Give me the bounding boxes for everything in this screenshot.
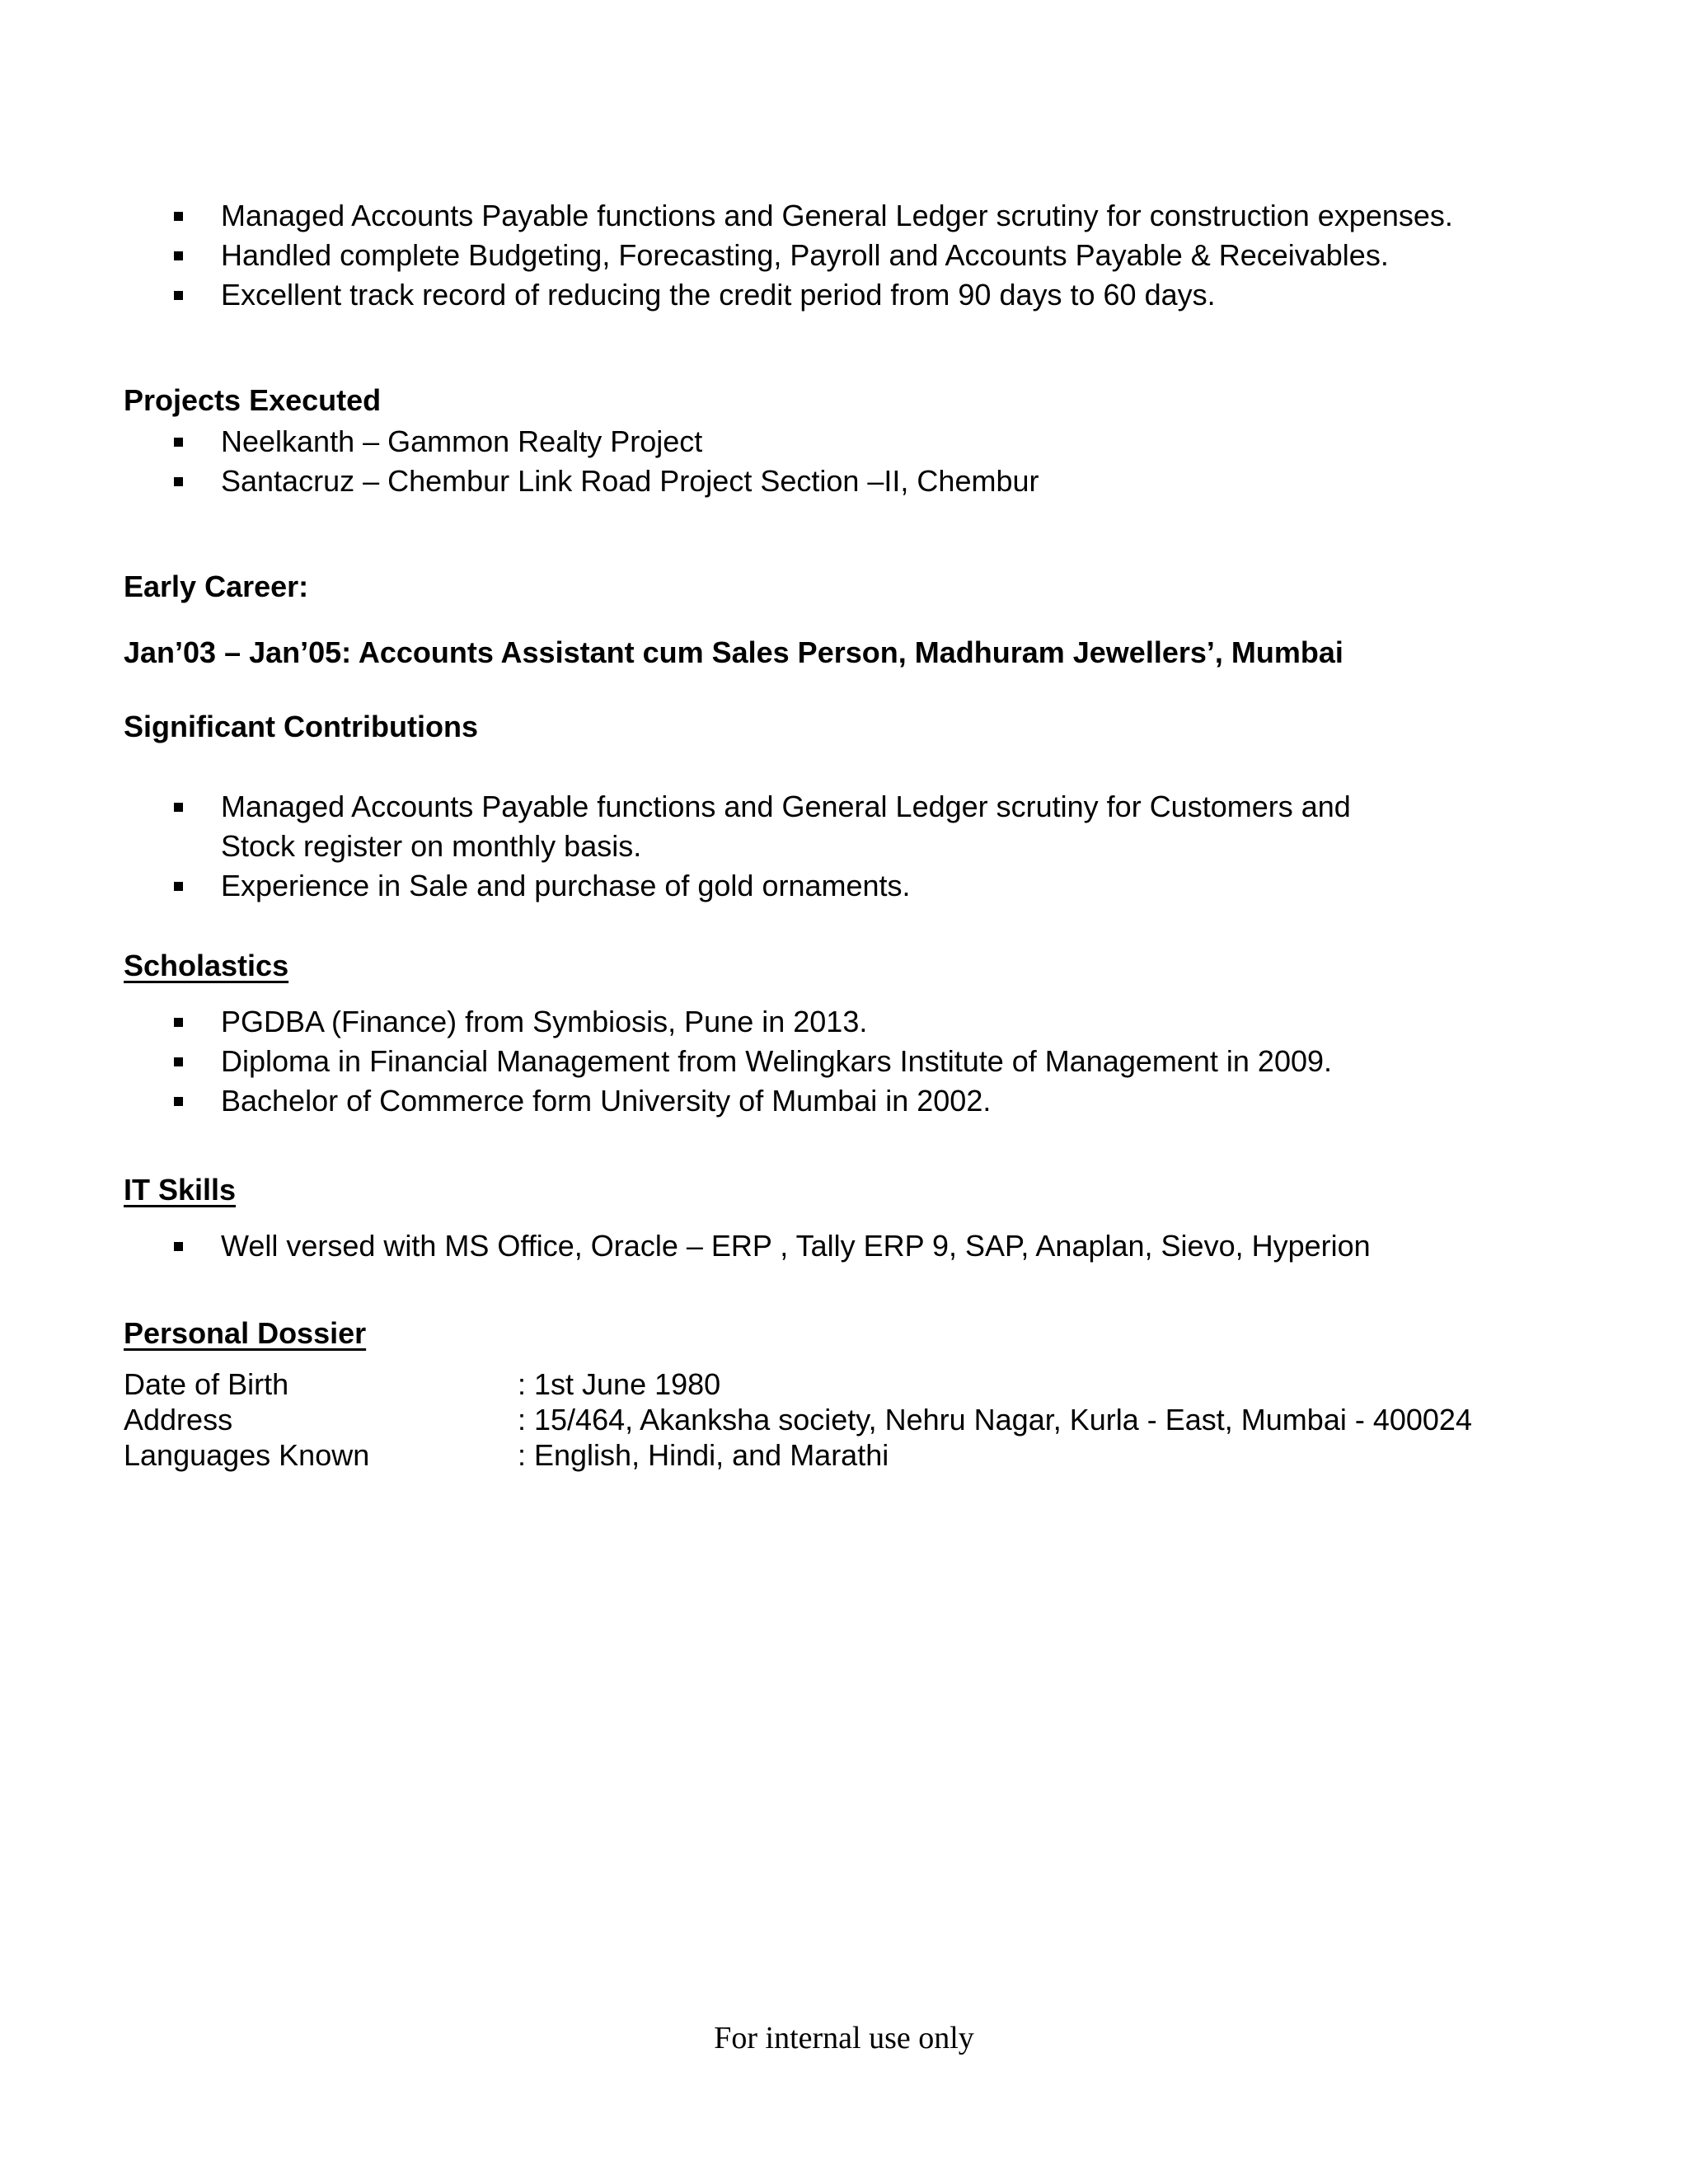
list-item: Bachelor of Commerce form University of Mumbai in 2002. <box>0 1081 1332 1121</box>
projects-list <box>0 422 1039 501</box>
dossier-label: Languages Known <box>124 1438 370 1472</box>
square-bullet-icon <box>174 1057 183 1066</box>
square-bullet-icon <box>174 803 183 812</box>
scholastics-heading: Scholastics <box>124 949 289 982</box>
list-item: Excellent track record of reducing the credit period from 90 days to 60 days. <box>0 275 1453 315</box>
contributions-heading: Significant Contributions <box>124 710 478 743</box>
it-skills-heading: IT Skills <box>124 1173 237 1207</box>
dossier-label: Date of Birth <box>124 1367 289 1401</box>
it-skills-list <box>0 1226 1371 1266</box>
list-item: Managed Accounts Payable functions and General Ledger scrutiny for construction expenses. <box>0 196 1453 236</box>
page-footer: For internal use only <box>714 2021 974 2055</box>
square-bullet-icon <box>174 882 183 891</box>
early-career-heading: Early Career: <box>124 569 309 603</box>
list-item: Neelkanth – Gammon Realty Project <box>0 422 1039 462</box>
projects-heading: Projects Executed <box>124 383 382 417</box>
list-item: Well versed with MS Office, Oracle – ERP , Tally ERP 9, SAP, Anaplan, Sievo, Hyperion <box>0 1226 1371 1266</box>
square-bullet-icon <box>174 251 183 260</box>
scholastics-list <box>0 1002 1332 1121</box>
contributions-list <box>0 787 1351 906</box>
responsibilities-list <box>0 196 1453 315</box>
square-bullet-icon <box>174 291 183 300</box>
dossier-label: Address <box>124 1403 233 1436</box>
dossier-value: : English, Hindi, and Marathi <box>518 1438 889 1472</box>
list-item: Diploma in Financial Management from Welingkars Institute of Management in 2009. <box>0 1042 1332 1081</box>
square-bullet-icon <box>174 212 183 221</box>
dossier-value: : 15/464, Akanksha society, Nehru Nagar, Kurla - East, Mumbai - 400024 <box>518 1403 1472 1436</box>
list-item: Handled complete Budgeting, Forecasting, Payroll and Accounts Payable & Receivables. <box>0 236 1453 275</box>
square-bullet-icon <box>174 438 183 447</box>
early-career-role: Jan’03 – Jan’05: Accounts Assistant cum Sales Person, Madhuram Jewellers’, Mumbai <box>124 635 1343 669</box>
square-bullet-icon <box>174 1242 183 1251</box>
list-item: Santacruz – Chembur Link Road Project Section –II, Chembur <box>0 462 1039 501</box>
list-item: Managed Accounts Payable functions and General Ledger scrutiny for Customers and Stock register on monthly basis. <box>0 787 1351 866</box>
square-bullet-icon <box>174 477 183 486</box>
square-bullet-icon <box>174 1097 183 1106</box>
square-bullet-icon <box>174 1018 183 1027</box>
personal-dossier-heading: Personal Dossier <box>124 1316 367 1350</box>
list-item: Experience in Sale and purchase of gold ornaments. <box>0 866 1351 906</box>
list-item: PGDBA (Finance) from Symbiosis, Pune in 2013. <box>0 1002 1332 1042</box>
dossier-value: : 1st June 1980 <box>518 1367 721 1401</box>
